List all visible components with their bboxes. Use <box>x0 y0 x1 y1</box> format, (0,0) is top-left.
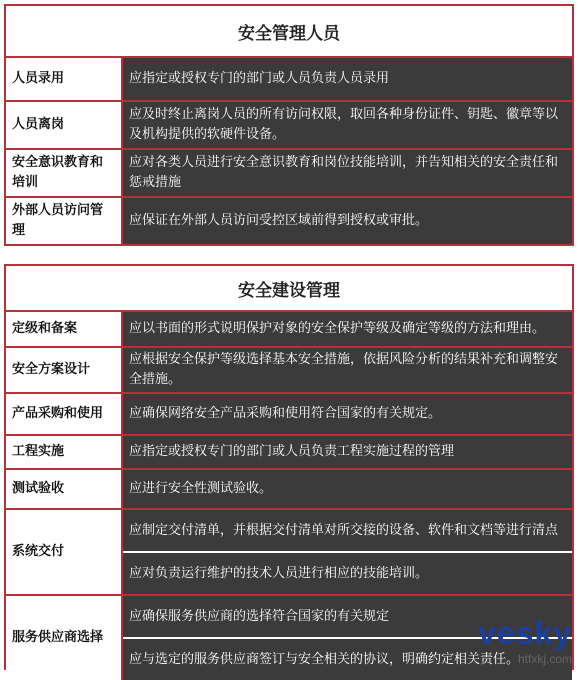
table-row <box>6 510 572 596</box>
table-row <box>6 348 572 394</box>
table-title: 安全管理人员 <box>6 6 572 58</box>
row-label: 测试验收 <box>6 470 123 508</box>
row-label: 工程实施 <box>6 436 123 468</box>
row-cell: 应确保服务供应商的选择符合国家的有关规定 <box>123 596 572 637</box>
row-cell: 应确保网络安全产品采购和使用符合国家的有关规定。 <box>123 394 572 434</box>
row-cell: 应制定交付清单，并根据交付清单对所交接的设备、软件和文档等进行清点 <box>123 510 572 551</box>
row-cell: 应指定或授权专门的部门或人员负责人员录用 <box>123 58 572 100</box>
table-row <box>6 58 572 102</box>
table-row <box>6 470 572 510</box>
table-row <box>6 198 572 244</box>
row-label: 外部人员访问管理 <box>6 198 123 244</box>
table-row <box>6 102 572 150</box>
watermark-logo <box>478 615 572 666</box>
table-row <box>6 436 572 470</box>
row-label: 定级和备案 <box>6 312 123 346</box>
row-label: 人员录用 <box>6 58 123 100</box>
row-cell: 应及时终止离岗人员的所有访问权限，取回各种身份证件、钥匙、徽章等以及机构提供的软硬件设备。 <box>123 102 572 148</box>
table-row <box>6 394 572 436</box>
row-cell: 应以书面的形式说明保护对象的安全保护等级及确定等级的方法和理由。 <box>123 312 572 346</box>
row-label: 人员离岗 <box>6 102 123 148</box>
security-construction-table <box>4 264 574 670</box>
row-cell: 应与选定的服务供应商签订与安全相关的协议，明确约定相关责任。 <box>123 637 572 680</box>
row-label: 安全方案设计 <box>6 348 123 392</box>
watermark-url: htfxkj.com <box>517 652 572 666</box>
row-label: 服务供应商选择 <box>6 596 123 680</box>
row-label: 产品采购和使用 <box>6 394 123 434</box>
row-label: 系统交付 <box>6 510 123 594</box>
table-row <box>6 150 572 198</box>
row-cell: 应保证在外部人员访问受控区域前得到授权或审批。 <box>123 198 572 244</box>
security-personnel-table <box>4 4 574 246</box>
row-cell: 应根据安全保护等级选择基本安全措施，依据风险分析的结果补充和调整安全措施。 <box>123 348 572 392</box>
row-cell: 应对各类人员进行安全意识教育和岗位技能培训，并告知相关的安全责任和惩戒措施 <box>123 150 572 196</box>
table-row <box>6 312 572 348</box>
row-cell: 应指定或授权专门的部门或人员负责工程实施过程的管理 <box>123 436 572 468</box>
table-title: 安全建设管理 <box>6 266 572 312</box>
row-label: 安全意识教育和培训 <box>6 150 123 196</box>
row-cell: 应对负责运行维护的技术人员进行相应的技能培训。 <box>123 551 572 594</box>
watermark-brand: vesky <box>478 615 572 651</box>
row-cell: 应进行安全性测试验收。 <box>123 470 572 508</box>
